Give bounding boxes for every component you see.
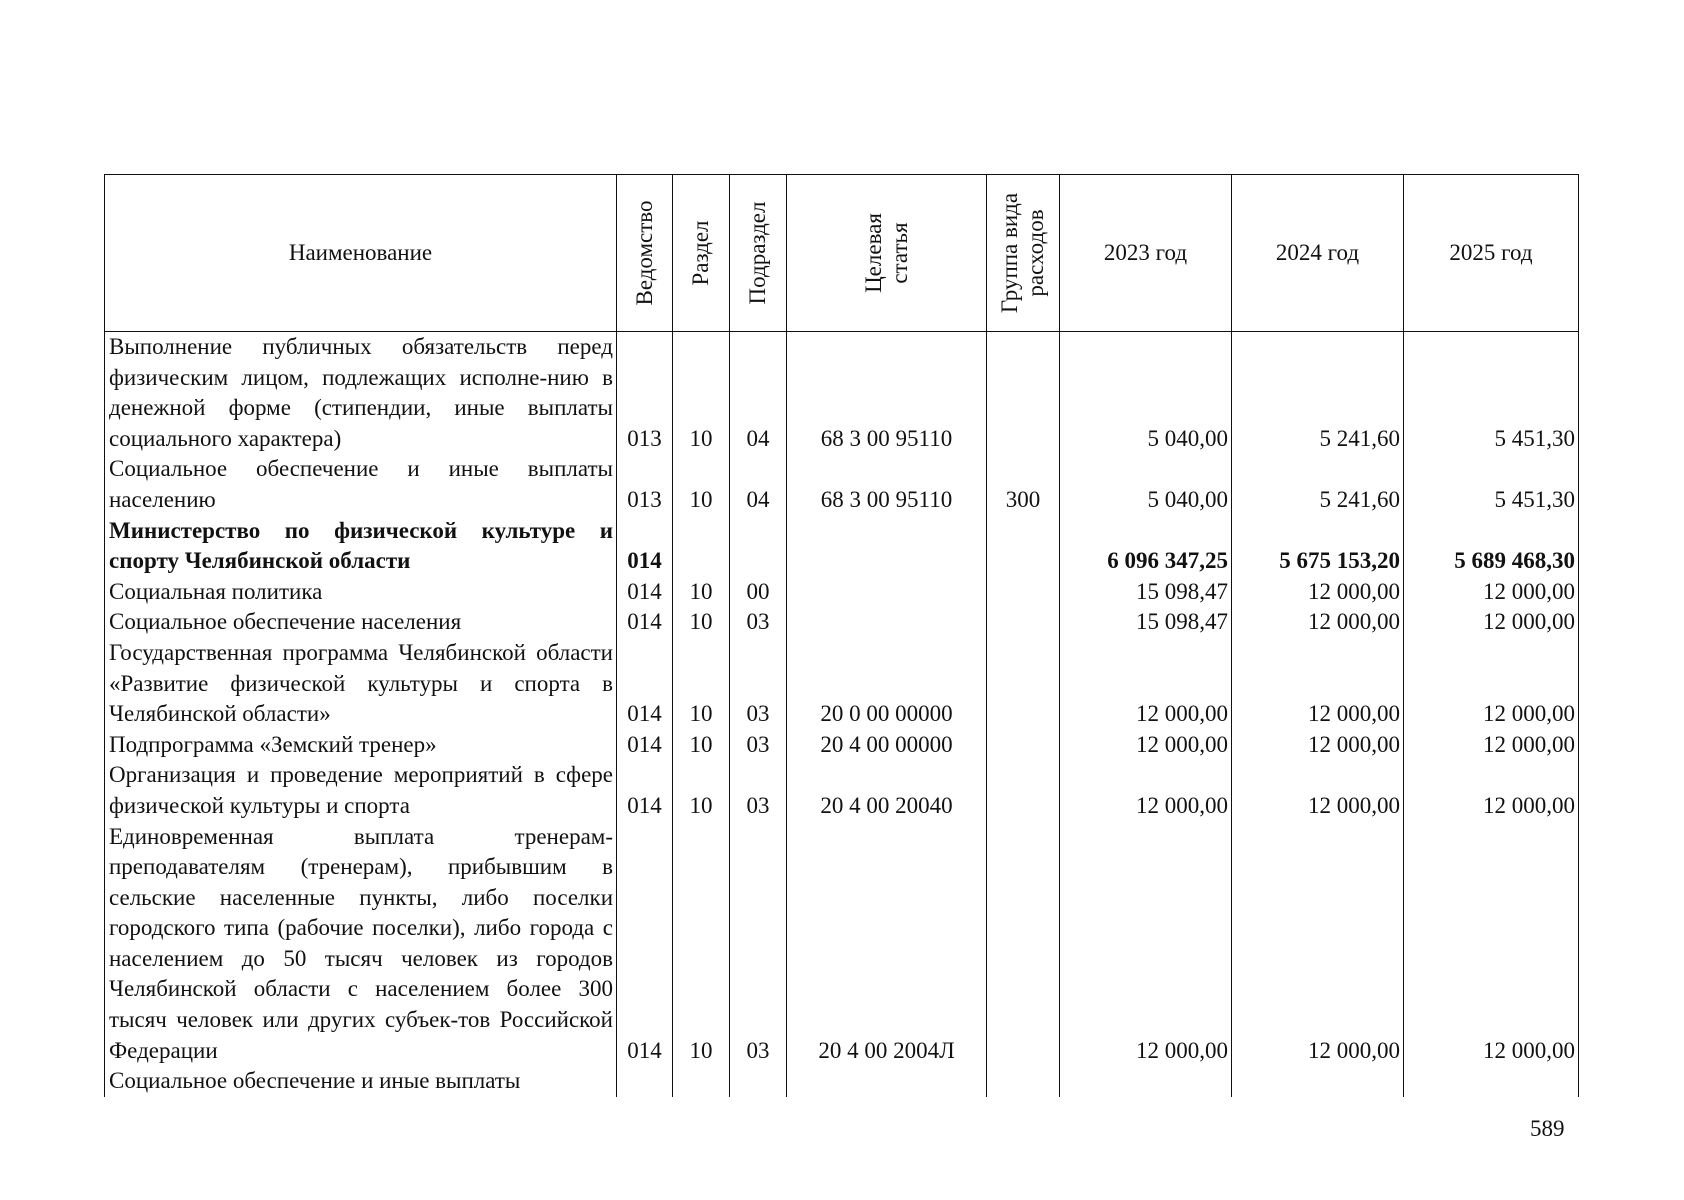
row-2023: 6 096 347,25 bbox=[1060, 516, 1232, 577]
row-2024: 12 000,00 bbox=[1232, 822, 1404, 1067]
table-row bbox=[105, 822, 1579, 1067]
row-name: Организация и проведение мероприятий в сфере физической культуры и спорта bbox=[105, 760, 617, 821]
row-celevaya-statya bbox=[787, 607, 987, 638]
table-row bbox=[105, 607, 1579, 638]
row-2024: 12 000,00 bbox=[1232, 577, 1404, 608]
row-2024: 12 000,00 bbox=[1232, 730, 1404, 761]
row-gruppa: 300 bbox=[987, 454, 1060, 515]
table-row bbox=[105, 454, 1579, 515]
row-2025: 12 000,00 bbox=[1404, 760, 1579, 821]
table-row bbox=[105, 760, 1579, 821]
row-vedomstvo: 014 bbox=[617, 822, 673, 1067]
row-podrazdel: 03 bbox=[730, 760, 787, 821]
row-celevaya-statya: 20 0 00 00000 bbox=[787, 638, 987, 730]
header-2023: 2023 год bbox=[1060, 175, 1232, 332]
row-razdel: 10 bbox=[673, 332, 730, 455]
row-vedomstvo: 013 bbox=[617, 454, 673, 515]
row-name: Подпрограмма «Земский тренер» bbox=[105, 730, 617, 761]
row-celevaya-statya: 20 4 00 20040 bbox=[787, 760, 987, 821]
row-razdel: 10 bbox=[673, 760, 730, 821]
row-name: Социальное обеспечение населения bbox=[105, 607, 617, 638]
row-2024: 12 000,00 bbox=[1232, 760, 1404, 821]
header-name: Наименование bbox=[105, 175, 617, 332]
table-row bbox=[105, 516, 1579, 577]
row-podrazdel: 00 bbox=[730, 577, 787, 608]
row-celevaya-statya: 20 4 00 00000 bbox=[787, 730, 987, 761]
row-2025: 12 000,00 bbox=[1404, 607, 1579, 638]
header-gruppa-vida-rashodov: Группа вида расходов bbox=[987, 175, 1060, 332]
row-razdel: 10 bbox=[673, 577, 730, 608]
row-2023: 12 000,00 bbox=[1060, 822, 1232, 1067]
header-podrazdel: Подраздел bbox=[730, 175, 787, 332]
row-vedomstvo: 013 bbox=[617, 332, 673, 455]
header-2024: 2024 год bbox=[1232, 175, 1404, 332]
row-vedomstvo: 014 bbox=[617, 638, 673, 730]
row-celevaya-statya bbox=[787, 577, 987, 608]
table-row bbox=[105, 1066, 1579, 1097]
header-2025: 2025 год bbox=[1404, 175, 1579, 332]
row-podrazdel bbox=[730, 516, 787, 577]
row-gruppa bbox=[987, 607, 1060, 638]
row-2023: 12 000,00 bbox=[1060, 638, 1232, 730]
row-razdel: 10 bbox=[673, 822, 730, 1067]
row-razdel bbox=[673, 1066, 730, 1097]
row-gruppa bbox=[987, 516, 1060, 577]
row-name: Выполнение публичных обязательств перед физическим лицом, подлежащих исполне-нию в денежной форме (стипендии, иные выплаты социального характера) bbox=[105, 332, 617, 455]
row-razdel: 10 bbox=[673, 454, 730, 515]
row-2023: 5 040,00 bbox=[1060, 332, 1232, 455]
row-vedomstvo: 014 bbox=[617, 516, 673, 577]
row-gruppa bbox=[987, 1066, 1060, 1097]
row-razdel: 10 bbox=[673, 607, 730, 638]
row-podrazdel: 04 bbox=[730, 454, 787, 515]
row-celevaya-statya: 20 4 00 2004Л bbox=[787, 822, 987, 1067]
row-2024: 5 241,60 bbox=[1232, 332, 1404, 455]
row-celevaya-statya bbox=[787, 1066, 987, 1097]
row-2025: 5 451,30 bbox=[1404, 332, 1579, 455]
row-2023: 15 098,47 bbox=[1060, 577, 1232, 608]
row-2025: 12 000,00 bbox=[1404, 822, 1579, 1067]
row-name: Министерство по физической культуре и спорту Челябинской области bbox=[105, 516, 617, 577]
header-razdel: Раздел bbox=[673, 175, 730, 332]
row-2025 bbox=[1404, 1066, 1579, 1097]
table-row bbox=[105, 577, 1579, 608]
row-podrazdel: 04 bbox=[730, 332, 787, 455]
page-number: 589 bbox=[1530, 1116, 1565, 1141]
row-name: Социальная политика bbox=[105, 577, 617, 608]
row-2023: 12 000,00 bbox=[1060, 760, 1232, 821]
row-name: Социальное обеспечение и иные выплаты bbox=[105, 1066, 617, 1097]
row-gruppa bbox=[987, 638, 1060, 730]
row-2025: 12 000,00 bbox=[1404, 577, 1579, 608]
table-header-row bbox=[105, 175, 1579, 332]
row-vedomstvo: 014 bbox=[617, 577, 673, 608]
header-vedomstvo: Ведомство bbox=[617, 175, 673, 332]
row-vedomstvo: 014 bbox=[617, 730, 673, 761]
row-name: Единовременная выплата тренерам-преподавателям (тренерам), прибывшим в сельские населенные пункты, либо поселки городского типа (рабочие поселки), либо города с населением до 50 тысяч человек из городов Челябинской области с населением более 300 тысяч человек или других субъек-тов Российской Федерации bbox=[105, 822, 617, 1067]
row-celevaya-statya: 68 3 00 95110 bbox=[787, 454, 987, 515]
row-razdel bbox=[673, 516, 730, 577]
row-podrazdel: 03 bbox=[730, 638, 787, 730]
budget-table bbox=[104, 174, 1579, 1097]
row-2024: 12 000,00 bbox=[1232, 638, 1404, 730]
row-2025: 5 689 468,30 bbox=[1404, 516, 1579, 577]
row-podrazdel: 03 bbox=[730, 822, 787, 1067]
row-2024: 12 000,00 bbox=[1232, 607, 1404, 638]
row-2024: 5 675 153,20 bbox=[1232, 516, 1404, 577]
row-name: Социальное обеспечение и иные выплаты населению bbox=[105, 454, 617, 515]
row-razdel: 10 bbox=[673, 730, 730, 761]
table-row bbox=[105, 638, 1579, 730]
row-gruppa bbox=[987, 577, 1060, 608]
row-2023: 12 000,00 bbox=[1060, 730, 1232, 761]
row-2025: 12 000,00 bbox=[1404, 730, 1579, 761]
row-vedomstvo: 014 bbox=[617, 607, 673, 638]
table-row bbox=[105, 730, 1579, 761]
row-podrazdel: 03 bbox=[730, 730, 787, 761]
row-gruppa bbox=[987, 822, 1060, 1067]
row-celevaya-statya bbox=[787, 516, 987, 577]
table-row bbox=[105, 332, 1579, 455]
row-podrazdel bbox=[730, 1066, 787, 1097]
row-celevaya-statya: 68 3 00 95110 bbox=[787, 332, 987, 455]
row-2025: 12 000,00 bbox=[1404, 638, 1579, 730]
row-gruppa bbox=[987, 760, 1060, 821]
header-celevaya-statya: Целевая статья bbox=[787, 175, 987, 332]
row-podrazdel: 03 bbox=[730, 607, 787, 638]
row-2024: 5 241,60 bbox=[1232, 454, 1404, 515]
row-gruppa bbox=[987, 332, 1060, 455]
row-name: Государственная программа Челябинской области «Развитие физической культуры и спорта в Челябинской области» bbox=[105, 638, 617, 730]
row-vedomstvo bbox=[617, 1066, 673, 1097]
row-razdel: 10 bbox=[673, 638, 730, 730]
row-2023: 5 040,00 bbox=[1060, 454, 1232, 515]
row-2023 bbox=[1060, 1066, 1232, 1097]
row-vedomstvo: 014 bbox=[617, 760, 673, 821]
row-2025: 5 451,30 bbox=[1404, 454, 1579, 515]
row-2023: 15 098,47 bbox=[1060, 607, 1232, 638]
row-gruppa bbox=[987, 730, 1060, 761]
row-2024 bbox=[1232, 1066, 1404, 1097]
